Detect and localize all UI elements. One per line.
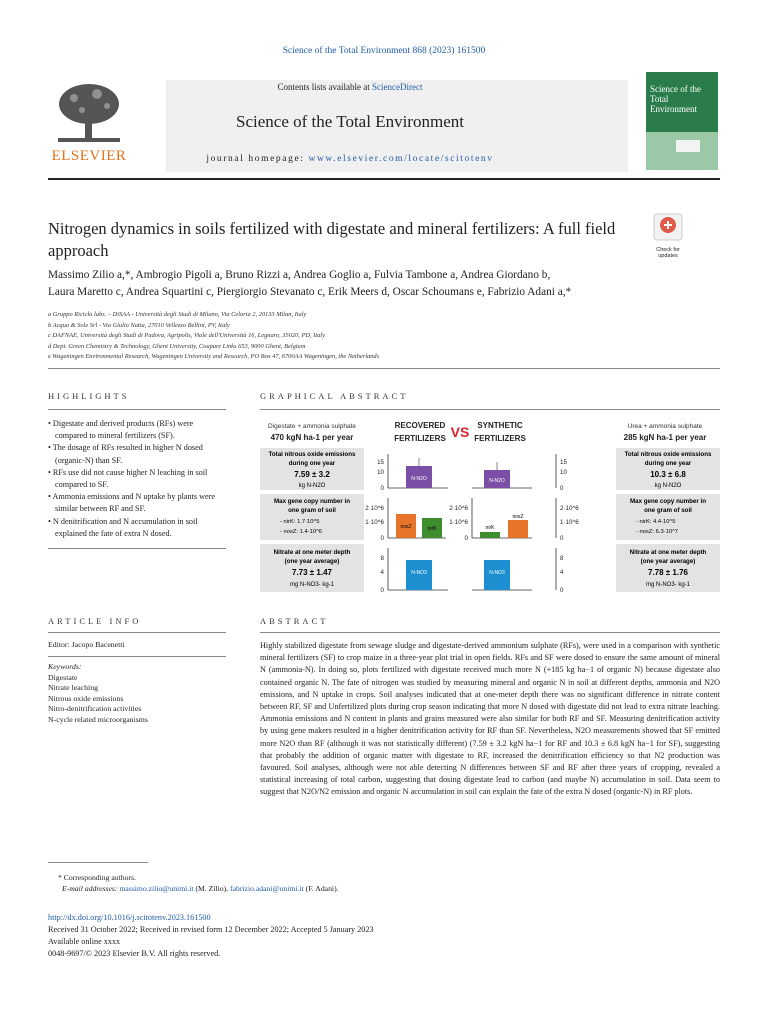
- ga-bar-label: nirK: [427, 526, 437, 532]
- ga-r3r-0: Nitrate at one meter depth: [629, 549, 707, 556]
- crossmark-label: Check for updates: [656, 247, 680, 259]
- highlights-heading: HIGHLIGHTS: [48, 391, 130, 401]
- affiliation-a: a Gruppo Ricicla labs. – DiSAA - Università degli Studi di Milano, Via Celoria 2, 20133 Milan, Italy: [48, 311, 307, 318]
- affiliation-e: e Wageningen Environmental Research, Wageningen University and Research, PO Box 47, 6700AA Wageningen, the Netherlands: [48, 353, 380, 360]
- ga-bar-label: nosZ: [400, 524, 412, 530]
- ga-fertilizers-right: FERTILIZERS: [474, 434, 526, 443]
- copyright: 0048-9697/© 2023 Elsevier B.V. All rights reserved.: [48, 949, 221, 958]
- ga-r2l-3: - nosZ: 1.4·10^6: [280, 529, 323, 535]
- ga-tick: 0: [380, 535, 384, 542]
- ga-r2r-1: one gram of soil: [644, 507, 692, 514]
- ga-tick: 4: [560, 569, 564, 576]
- keyword: Nitrous oxide emissions: [48, 693, 124, 703]
- publisher-name: ELSEVIER: [51, 148, 127, 164]
- ga-r3l-1: (one year average): [284, 558, 340, 565]
- ga-r1l-2: 7.59 ± 3.2: [294, 470, 330, 479]
- ga-r1r-2: 10.3 ± 6.8: [650, 470, 686, 479]
- abstract-heading: ABSTRACT: [260, 616, 329, 626]
- ga-bar-nirk-sf: [480, 532, 500, 538]
- journal-homepage: journal homepage: www.elsevier.com/locate/scitotenv: [206, 154, 494, 164]
- footnotes: [48, 872, 728, 894]
- ga-bar-label: N-NO3: [489, 570, 505, 576]
- affiliation-d: d Dept. Green Chemistry & Technology, Ghent University, Coupure Links 653, 9000 Ghent, Belgium: [48, 342, 306, 350]
- graphical-abstract-rule: [260, 409, 720, 410]
- ga-r3l-0: Nitrate at one meter depth: [273, 549, 351, 556]
- ga-r3l-3: mg N-NO3- kg-1: [289, 582, 335, 588]
- received-dates: Received 31 October 2022; Received in revised form 12 December 2022; Accepted 5 January 2023: [48, 925, 374, 934]
- ga-tick: 1·10^6: [449, 519, 468, 526]
- ga-tick: 0: [380, 587, 384, 594]
- email-link-adani[interactable]: fabrizio.adani@unimi.it: [230, 884, 304, 893]
- elsevier-tree-logo: [52, 80, 126, 146]
- ga-r1l-0: Total nitrous oxide emissions: [268, 451, 356, 458]
- journal-reference[interactable]: Science of the Total Environment 868 (2023) 161500: [282, 46, 486, 56]
- ga-r3r-2: 7.78 ± 1.76: [648, 568, 688, 577]
- authors-line-2: Laura Maretto c, Andrea Squartini c, Piergiorgio Stevanato c, Erik Meers d, Oscar Schoumans e, Fabrizio Adani a,*: [48, 286, 572, 298]
- ga-r3r-3: mg N-NO3- kg-1: [645, 582, 691, 588]
- graphical-abstract: [260, 414, 720, 594]
- keyword: Digestate: [48, 672, 78, 682]
- keywords-label: Keywords:: [48, 662, 82, 671]
- ga-r1r-1: during one year: [644, 460, 692, 467]
- ga-tick: 4: [380, 569, 384, 576]
- ga-tick: 0: [560, 535, 564, 542]
- graphical-abstract-figure: [260, 414, 720, 594]
- ga-tick: 0: [464, 535, 468, 542]
- ga-synthetic: SYNTHETIC: [477, 421, 523, 430]
- article-title: Nitrogen dynamics in soils fertilized with digestate and mineral fertilizers: A full field approach: [48, 219, 616, 260]
- ga-right-dose: 285 kgN ha-1 per year: [623, 433, 707, 442]
- abstract-rule: [260, 632, 720, 633]
- keyword: Nitrate leaching: [48, 683, 99, 693]
- ga-bar-label: N-N2O: [411, 476, 427, 482]
- homepage-link[interactable]: www.elsevier.com/locate/scitotenv: [308, 154, 494, 164]
- ga-fertilizers-left: FERTILIZERS: [394, 434, 446, 443]
- ga-tick: 1·10^6: [365, 519, 384, 526]
- authors-line-1: Massimo Zilio a,*, Ambrogio Pigoli a, Bruno Rizzi a, Andrea Goglio a, Fulvia Tambone a, Andrea Giordano b,: [48, 269, 551, 281]
- ga-bar-label: N-N2O: [489, 478, 505, 484]
- highlights-bottom-rule: [48, 548, 226, 549]
- ga-r2l-0: Max gene copy number in: [274, 498, 350, 505]
- highlight-item: • N denitrification and N accumulation in soil explained the fate of extra N dosed.: [48, 516, 198, 538]
- ga-r3l-2: 7.73 ± 1.47: [292, 568, 332, 577]
- ga-r2r-2: - nirK: 4.4·10^5: [636, 519, 676, 525]
- ga-r1l-1: during one year: [288, 460, 336, 467]
- available-online: Available online xxxx: [48, 937, 121, 946]
- ga-bar-nosz-sf: [508, 520, 528, 538]
- ga-tick: 8: [560, 555, 564, 562]
- ga-left-dose: 470 kgN ha-1 per year: [270, 433, 354, 442]
- ga-tick: 0: [560, 485, 564, 492]
- graphical-abstract-heading: GRAPHICAL ABSTRACT: [260, 391, 409, 401]
- ga-r1r-3: kg N-N2O: [654, 483, 682, 489]
- journal-title: Science of the Total Environment: [236, 112, 464, 131]
- article-meta: [48, 912, 548, 960]
- crossmark-icon: [648, 212, 688, 242]
- affiliation-c: c DAFNAE, Università degli Studi di Padova, Agripolis, Viale dell'Università 16, Legnaro, 35020, PD, Italy: [48, 332, 325, 339]
- ga-r3r-1: (one year average): [640, 558, 696, 565]
- ga-tick: 10: [560, 469, 567, 476]
- email-line: E-mail addresses: massimo.zilio@unimi.it (M. Zilio), fabrizio.adani@unimi.it (F. Adani).: [62, 884, 339, 893]
- sciencedirect-link[interactable]: ScienceDirect: [372, 82, 423, 92]
- ga-r2r-0: Max gene copy number in: [630, 498, 706, 505]
- highlight-item: • RFs use did not cause higher N leaching in soil compared to SF.: [48, 467, 208, 490]
- corresponding-note: * Corresponding authors.: [58, 873, 136, 882]
- ga-tick: 0: [380, 485, 384, 492]
- author-list: [48, 267, 728, 301]
- highlights-rule: [48, 409, 226, 410]
- ga-left-top: Digestate + ammonia sulphate: [268, 423, 356, 430]
- cover-title: Science of the Total Environment: [650, 84, 701, 114]
- ga-bar-label: N-NO3: [411, 570, 427, 576]
- editor-rule: [48, 656, 226, 657]
- editor-line: Editor: Jacopo Bacenetti: [48, 640, 125, 649]
- affiliations: [48, 310, 728, 363]
- keyword: Nitro-denitrification activities: [48, 704, 142, 714]
- ga-vs: VS: [450, 424, 470, 440]
- contents-line: Contents lists available at ScienceDirect: [277, 82, 423, 92]
- highlight-item: • The dosage of RFs resulted in higher N dosed (organic-N) than SF.: [48, 443, 203, 465]
- highlight-item: • Digestate and derived products (RFs) were compared to mineral fertilizers (SF).: [48, 419, 194, 441]
- ga-tick: 15: [560, 459, 567, 466]
- abstract-text: Highly stabilized digestate from sewage sludge and digestate-derived ammonium sulphate (RFs), were used in a comparison with synthetic mineral fertilizers (SF) to crop maize in a three-year plot trial in open fields. RFs and SF were dosed to ensure the same amount of mineral N (ammonia-N). In doing so, plots fertilized with digestate received much more N (+185 kg ha−1 of organic N) because digestate also contained organic N. The fate of nitrogen was studied by measuring mineral and organic N in soil at different depths, ammonia and N2O emissions, and N uptake in crops. Soil analyses indicated that at one-meter depth there was no significant difference in nitrate content between RF, SF and Unfertilized plots during crop season indicating that more N dosed with digestate did not lead to extra nitrate leaching. Ammonia emissions and N content in plants and grains measured were also similar for both RF and SF. Measuring denitrification activity by using gene makers resulted in a higher denitrification activity for RF than SF. Nevertheless, N2O measurements showed that SF emitted more N2O than RF (although it was not statistically different) (7.59 ± 3.2 kgN ha−1 for RF and 10.3 ± 6.8 kgN ha−1 for SF), suggesting that probably the addition of organic matter with digestate to RF, increased the denitrification efficiency so that N2 production was favoured. Soil analyses, although were not able detecting N differences between SF and RF after three years of cropping, revealed a statistical increasing of total carbon, suggesting that dosing digestate lead to carbon (and maybe N) accumulation in soil. Data seem to suggest that N2O/N2 emission and organic N accumulation in soil can explain the fate of the extra N dosed (organic-N) in RF plots.: [260, 641, 720, 797]
- crossmark-badge[interactable]: [648, 212, 688, 259]
- ga-bar-label: nosZ: [512, 514, 524, 520]
- ga-bar-label: nirK: [485, 525, 495, 531]
- email-link-zilio[interactable]: massimo.zilio@unimi.it: [119, 884, 194, 893]
- ga-tick: 2·10^6: [449, 505, 468, 512]
- article-info-rule: [48, 632, 226, 633]
- ga-tick: 8: [380, 555, 384, 562]
- article-info-heading: ARTICLE INFO: [48, 616, 142, 626]
- ga-recovered: RECOVERED: [394, 421, 446, 430]
- ga-tick: 10: [377, 469, 384, 476]
- ga-r1r-0: Total nitrous oxide emissions: [624, 451, 712, 458]
- ga-r2l-2: - nirK: 1.7·10^5: [280, 519, 320, 525]
- ga-right-top: Urea + ammonia sulphate: [627, 423, 703, 430]
- ga-tick: 15: [377, 459, 384, 466]
- ga-r2r-3: - nosZ: 6.3·10^7: [636, 529, 679, 535]
- ga-tick: 1·10^6: [560, 519, 579, 526]
- doi-link[interactable]: http://dx.doi.org/10.1016/j.scitotenv.2023.161500: [48, 913, 211, 922]
- ga-tick: 2·10^6: [560, 505, 579, 512]
- keywords-block: [48, 662, 226, 726]
- ga-r1l-3: kg N-N2O: [298, 483, 326, 489]
- keyword: N-cycle related microorganisms: [48, 714, 148, 724]
- ga-tick: 0: [560, 587, 564, 594]
- highlight-item: • Ammonia emissions and N uptake by plants were similar between RF and SF.: [48, 492, 216, 514]
- footnote-rule: [48, 862, 148, 863]
- ga-r2l-1: one gram of soil: [288, 507, 336, 514]
- header-rule: [48, 178, 720, 180]
- affiliation-b: b Acqua & Sole Srl - Via Giulio Natta, 27010 Vellezzo Bellini, PV, Italy: [48, 321, 230, 329]
- ga-tick: 2·10^6: [365, 505, 384, 512]
- section-rule: [48, 368, 720, 369]
- highlights-list: [48, 418, 224, 540]
